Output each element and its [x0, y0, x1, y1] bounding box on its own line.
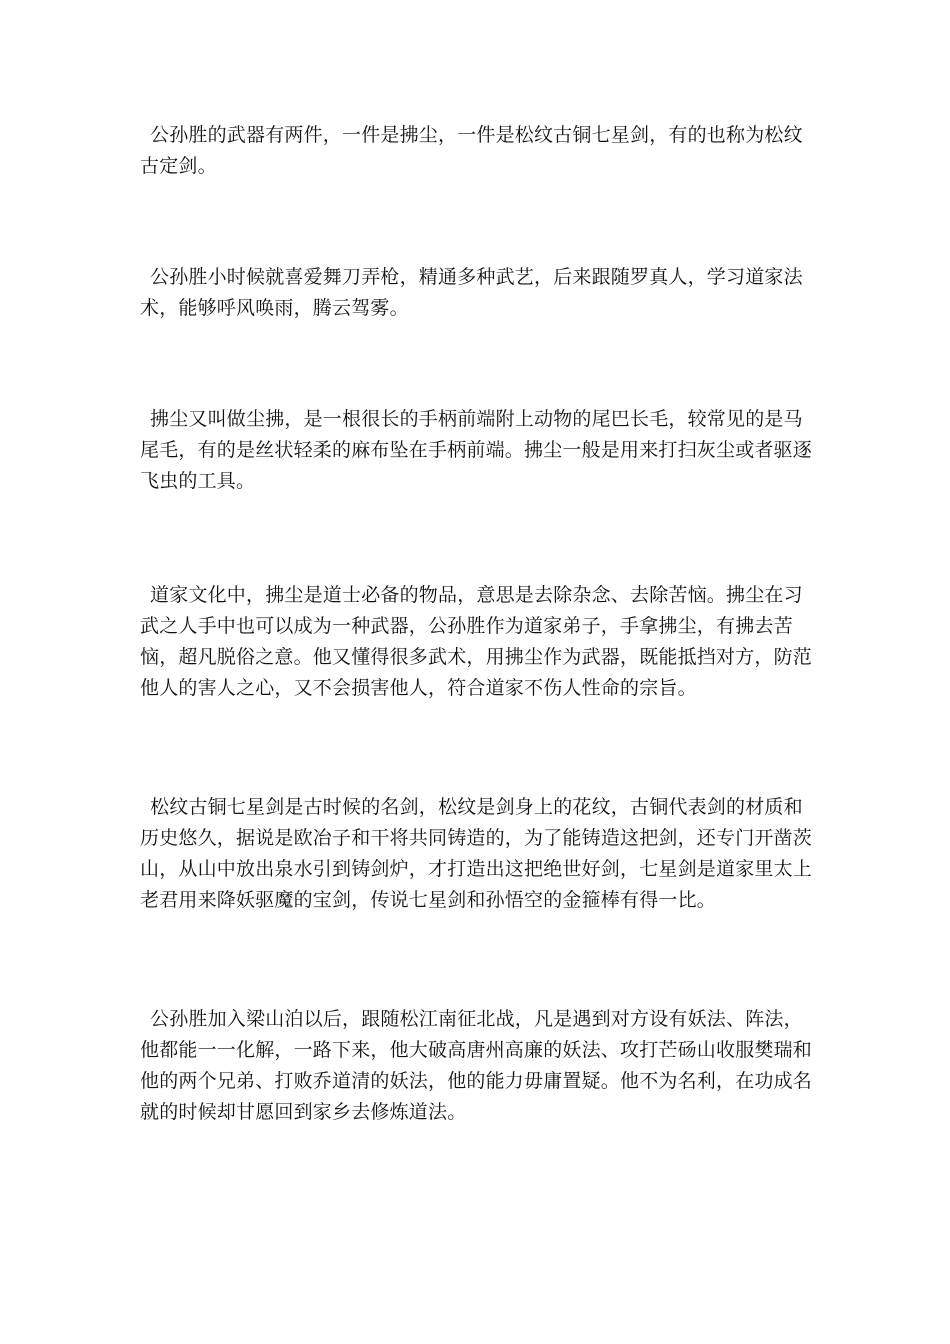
paragraph-liangshan: 公孙胜加入梁山泊以后，跟随松江南征北战，凡是遇到对方设有妖法、阵法，他都能一一化解，一路下来，他大破高唐州高廉的妖法、攻打芒砀山收服樊瑞和他的两个兄弟、打败乔道清的妖法，他的能力毋庸置疑。他不为名利，在功成名就的时候却甘愿回到家乡去修炼道法。 [140, 1008, 813, 1123]
paragraph-whisk-description: 拂尘又叫做尘拂，是一根很长的手柄前端附上动物的尾巴长毛，较常见的是马尾毛，有的是丝状轻柔的麻布坠在手柄前端。拂尘一般是用来打扫灰尘或者驱逐飞虫的工具。 [140, 408, 813, 492]
paragraph-seven-star-sword: 松纹古铜七星剑是古时候的名剑，松纹是剑身上的花纹，古铜代表剑的材质和历史悠久，据说是欧冶子和干将共同铸造的，为了能铸造这把剑，还专门开凿茨山，从山中放出泉水引到铸剑炉，才打造出这把绝世好剑，七星剑是道家里太上老君用来降妖驱魔的宝剑，传说七星剑和孙悟空的金箍棒有得一比。 [140, 796, 813, 911]
paragraph-weapons: 公孙胜的武器有两件，一件是拂尘，一件是松纹古铜七星剑，有的也称为松纹古定剑。 [140, 124, 803, 177]
paragraph-taoist-culture: 道家文化中，拂尘是道士必备的物品，意思是去除杂念、去除苦恼。拂尘在习武之人手中也可以成为一种武器，公孙胜作为道家弟子，手拿拂尘，有拂去苦恼，超凡脱俗之意。他又懂得很多武术，用拂尘作为武器，既能抵挡对方，防范他人的害人之心，又不会损害他人，符合道家不伤人性命的宗旨。 [140, 584, 813, 699]
paragraph-childhood: 公孙胜小时候就喜爱舞刀弄枪，精通多种武艺，后来跟随罗真人，学习道家法术，能够呼风唤雨，腾云驾雾。 [140, 266, 803, 319]
